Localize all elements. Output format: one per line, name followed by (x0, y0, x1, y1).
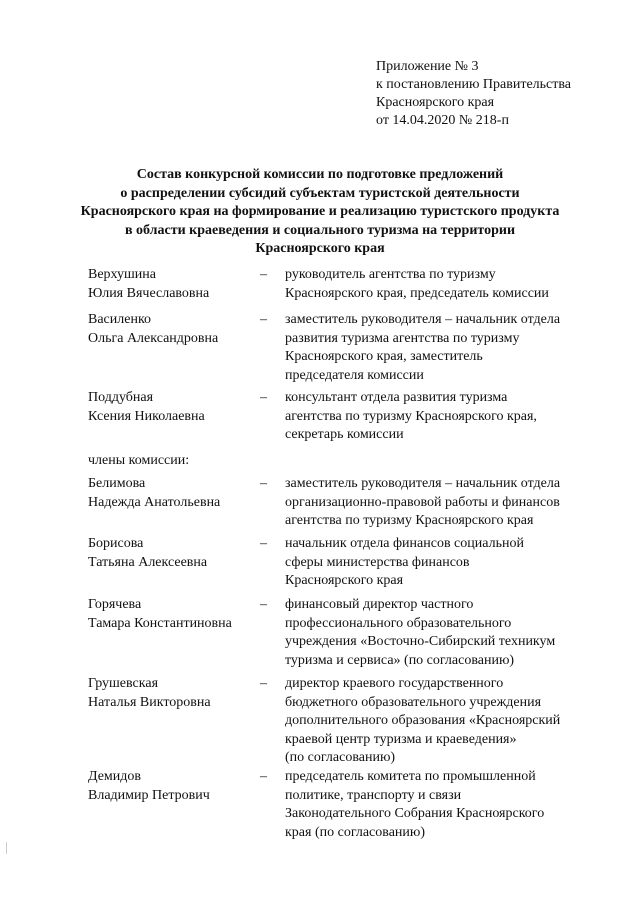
title-line: о распределении субсидий субъектам туристской деятельности (120, 185, 520, 201)
member-surname: Василенко (88, 312, 152, 327)
role-line: руководитель агентства по туризму (285, 267, 496, 282)
member-given-names: Надежда Анатольевна (88, 494, 221, 510)
member-given-names: Татьяна Алексеевна (88, 554, 208, 570)
role-line: (по согласованию) (285, 750, 396, 765)
title-line: Красноярского края на формирование и реализацию туристского продукта (80, 204, 560, 219)
member-surname: Горячева (88, 597, 142, 612)
member-name (88, 389, 258, 426)
role-line: бюджетного образовательного учреждения (285, 694, 542, 710)
dash-separator: – (260, 390, 267, 405)
role-line: организационно-правовой работы и финансов (285, 494, 560, 510)
member-role (285, 675, 585, 768)
member-surname: Белимова (88, 476, 146, 491)
member-name (88, 675, 258, 712)
member-role (285, 596, 585, 670)
dash-separator: – (260, 476, 267, 491)
dash-separator: – (260, 312, 267, 327)
dash-separator: – (260, 536, 267, 551)
member-name (88, 475, 258, 512)
member-name (88, 596, 258, 633)
dash-separator: – (260, 267, 267, 282)
role-line: края (по согласованию) (285, 824, 426, 840)
role-line: агентства по туризму Красноярского края (285, 513, 534, 528)
member-role (285, 535, 585, 591)
role-line: дополнительного образования «Красноярский (285, 713, 561, 728)
role-line: председателя комиссии (285, 367, 424, 383)
member-name (88, 266, 258, 303)
appendix-date-number: от 14.04.2020 № 218-п (376, 113, 509, 128)
dash-separator: – (260, 597, 267, 612)
role-line: заместитель руководителя – начальник отдела (285, 312, 561, 327)
member-given-names: Юлия Вячеславовна (88, 285, 210, 301)
role-line: сферы министерства финансов (285, 554, 470, 570)
title-line: Красноярского края (255, 241, 385, 256)
role-line: финансовый директор частного (285, 597, 474, 612)
role-line: Красноярского края (285, 573, 404, 588)
member-surname: Верхушина (88, 267, 156, 282)
appendix-header (376, 58, 571, 130)
role-line: туризма и сервиса» (по согласованию) (285, 652, 515, 668)
dash-separator: – (260, 769, 267, 784)
member-surname: Борисова (88, 536, 144, 551)
member-given-names: Тамара Константиновна (88, 615, 232, 631)
role-line: профессионального образовательного (285, 615, 512, 631)
role-line: секретарь комиссии (285, 427, 404, 442)
role-line: Красноярского края, председатель комиссии (285, 285, 549, 301)
member-role (285, 311, 585, 385)
role-line: Законодательного Собрания Красноярского (285, 806, 545, 821)
role-line: консультант отдела развития туризма (285, 390, 508, 405)
role-line: краевой центр туризма и краеведения» (285, 731, 517, 747)
member-surname: Поддубная (88, 390, 154, 405)
member-given-names: Наталья Викторовна (88, 694, 211, 710)
member-role (285, 389, 585, 445)
role-line: развития туризма агентства по туризму (285, 330, 520, 346)
role-line: директор краевого государственного (285, 676, 504, 691)
member-role (285, 266, 585, 303)
role-line: председатель комитета по промышленной (285, 769, 536, 784)
dash-separator: – (260, 676, 267, 691)
scan-speck (6, 842, 7, 854)
role-line: заместитель руководителя – начальник отдела (285, 476, 561, 491)
member-surname: Грушевская (88, 676, 159, 691)
appendix-number: Приложение № 3 (376, 59, 479, 74)
role-line: агентства по туризму Красноярского края, (285, 408, 537, 424)
role-line: Красноярского края, заместитель (285, 349, 483, 364)
members-section-label: члены комиссии: (88, 453, 190, 468)
member-name (88, 535, 258, 572)
member-name (88, 768, 258, 805)
role-line: учреждения «Восточно-Сибирский техникум (285, 634, 556, 649)
member-role (285, 475, 585, 531)
member-surname: Демидов (88, 769, 142, 784)
appendix-reference: к постановлению Правительства (376, 77, 572, 92)
member-role (285, 768, 585, 842)
member-given-names: Ольга Александровна (88, 330, 219, 346)
role-line: политике, транспорту и связи (285, 787, 462, 803)
appendix-region: Красноярского края (376, 95, 495, 110)
member-given-names: Владимир Петрович (88, 787, 210, 803)
role-line: начальник отдела финансов социальной (285, 536, 524, 551)
title-line: Состав конкурсной комиссии по подготовке предложений (136, 167, 504, 182)
title-line: в области краеведения и социального туризма на территории (124, 222, 516, 238)
member-name (88, 311, 258, 348)
document-title (60, 166, 580, 259)
member-given-names: Ксения Николаевна (88, 408, 205, 424)
